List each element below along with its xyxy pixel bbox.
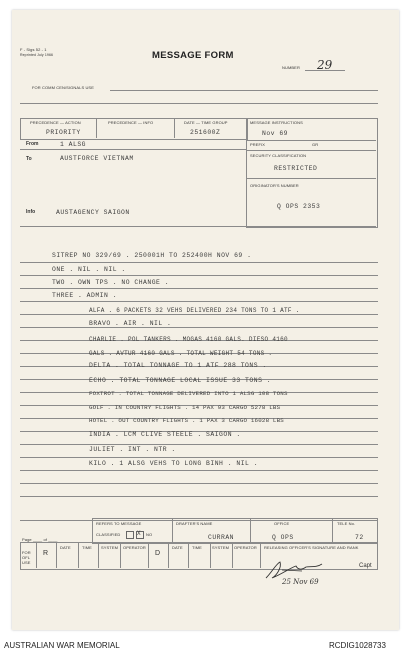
- message-line: BRAVO . AIR . NIL .: [89, 320, 172, 327]
- message-line: INDIA . LCM CLIVE STEELE . SAIGON .: [89, 431, 241, 438]
- message-line: THREE . ADMIN .: [52, 292, 118, 299]
- from-value: 1 ALSG: [60, 141, 87, 148]
- date-time-group-label: DATE — TIME GROUP: [184, 120, 228, 125]
- message-line: FOXTROT . TOTAL TONNAGE DELIVERED INTO 1 ALSG 108 TONS: [89, 390, 288, 397]
- operator-label-d: OPERATOR: [234, 545, 257, 550]
- r-label: R: [43, 550, 49, 557]
- precedence-action-value: PRIORITY: [46, 129, 81, 136]
- message-line: HOTEL . OUT COUNTRY FLIGHTS . 1 PAX 3 CARGO 16028 LBS: [89, 417, 284, 424]
- d-label: D: [155, 550, 161, 557]
- message-line: SITREP NO 329/69 . 250001H TO 252400H NOV 69 .: [52, 252, 252, 259]
- classified-mark: X: [137, 530, 142, 537]
- message-line: ALFA . 6 PACKETS 32 VEHS DELIVERED 234 TONS TO 1 ATF .: [89, 307, 300, 314]
- message-line: KILO . 1 ALSG VEHS TO LONG BINH . NIL .: [89, 460, 259, 467]
- message-number: 29: [317, 58, 333, 72]
- date-time-group-value: 251600Z: [190, 129, 221, 136]
- for-ofl-use-label: FOR OFL USE: [22, 550, 31, 565]
- to-value: AUSTFORCE VIETNAM: [60, 155, 134, 162]
- precedence-info-label: PRECEDENCE — INFO: [108, 120, 154, 125]
- to-label: To: [26, 156, 32, 162]
- message-instructions-label: MESSAGE INSTRUCTIONS: [250, 120, 303, 125]
- drafters-name-label: DRAFTER'S NAME: [176, 521, 213, 526]
- time-label-r: TIME: [82, 545, 92, 550]
- rank: Capt: [359, 563, 372, 569]
- originator-number-value: Q OPS 2353: [277, 203, 321, 210]
- info-value: AUSTAGENCY SAIGON: [56, 209, 130, 216]
- form-title: MESSAGE FORM: [152, 50, 234, 61]
- footer-credit: AUSTRALIAN WAR MEMORIAL: [4, 641, 120, 650]
- form-code: F - Sigs 52 - 1: [20, 47, 47, 52]
- date-label-r: DATE: [60, 545, 71, 550]
- no-label: NO: [146, 532, 153, 537]
- message-line: DELTA . TOTAL TONNAGE TO 1 ATF 288 TONS .: [89, 362, 267, 369]
- classified-label: CLASSIFIED: [96, 532, 121, 537]
- time-label-d: TIME: [192, 545, 202, 550]
- message-instructions-value: Nov 69: [262, 130, 289, 137]
- releasing-officer-label: RELEASING OFFICER'S SIGNATURE AND RANK: [264, 545, 359, 550]
- originator-number-label: ORIGINATOR'S NUMBER: [250, 183, 299, 188]
- date-label-d: DATE: [172, 545, 183, 550]
- form-reprinted: Reprinted July 1966: [20, 53, 54, 57]
- security-classification-label: SECURITY CLASSIFICATION: [250, 153, 307, 158]
- number-label: NUMBER: [282, 65, 300, 70]
- message-line: ECHO . TOTAL TONNAGE LOCAL ISSUE 33 TONS .: [89, 377, 272, 384]
- page-of-label: Page ____ of ____: [22, 537, 58, 542]
- message-line: GALS . AVTUR 4160 GALS . TOTAL WEIGHT 54 TONS .: [89, 350, 273, 357]
- message-line: JULIET . INT . NTR .: [89, 446, 176, 453]
- office-value: Q OPS: [272, 534, 294, 541]
- operator-label-r: OPERATOR: [123, 545, 146, 550]
- classified-yes-checkbox[interactable]: [126, 531, 134, 539]
- tele-no-label: TELE No.: [337, 521, 356, 526]
- prefix-label: PREFIX: [250, 142, 266, 147]
- footer-record-id: RCDIG1028733: [329, 641, 386, 650]
- security-classification-value: RESTRICTED: [274, 165, 318, 172]
- message-form-sheet: [12, 10, 399, 630]
- signature-date: 25 Nov 69: [282, 578, 319, 586]
- refers-to-message-label: REFERS TO MESSAGE: [96, 521, 142, 526]
- comm-cen-label: FOR COMM CEN/SIGNALS USE: [32, 85, 94, 90]
- precedence-action-label: PRECEDENCE — ACTION: [30, 120, 81, 125]
- system-label-d: SYSTEM: [212, 545, 230, 550]
- message-line: ONE . NIL . NIL .: [52, 266, 126, 273]
- tele-no-value: 72: [355, 534, 364, 541]
- drafters-name-value: CURRAN: [208, 534, 235, 541]
- system-label-r: SYSTEM: [101, 545, 119, 550]
- gr-label: GR: [312, 142, 319, 147]
- info-label: Info: [26, 209, 36, 215]
- from-label: From: [26, 141, 39, 147]
- message-line: GOLF . IN COUNTRY FLIGHTS . 14 PAX 93 CARGO 5278 LBS: [89, 404, 281, 411]
- message-line: TWO . OWN TPS . NO CHANGE .: [52, 279, 170, 286]
- office-label: OFFICE: [274, 521, 290, 526]
- message-line: CHARLIE . POL TANKERS . MOGAS 4160 GALS. DIESO 4160: [89, 336, 288, 343]
